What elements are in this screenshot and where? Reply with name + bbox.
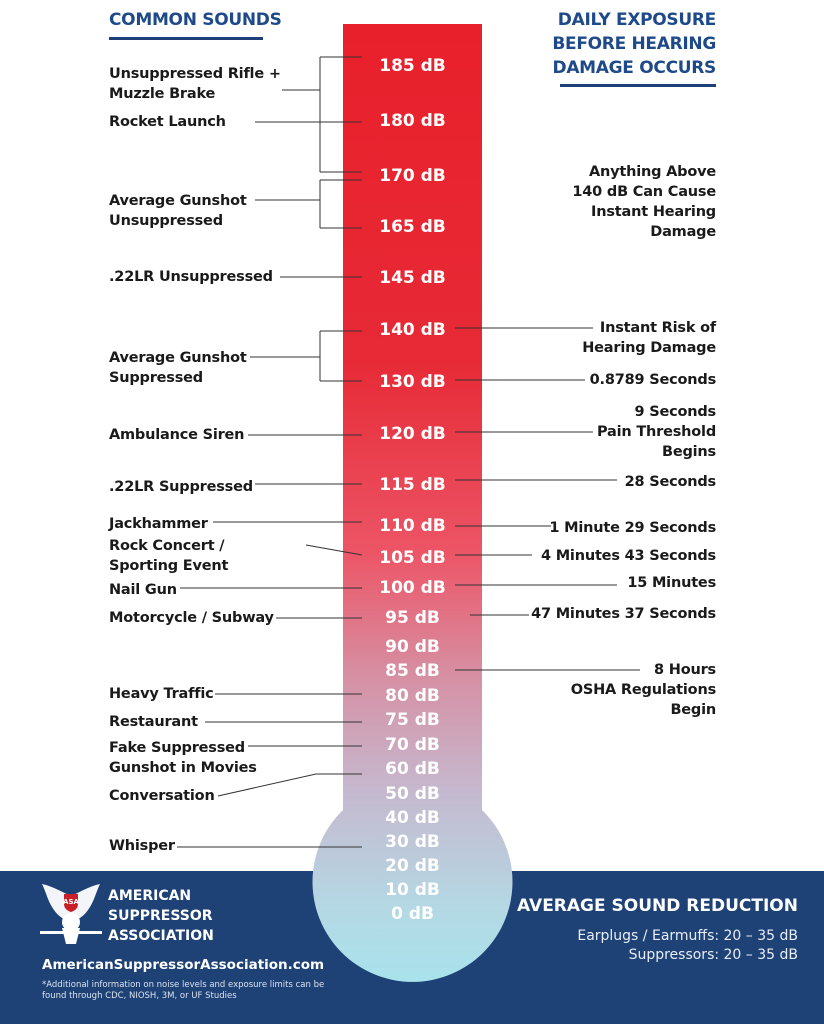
db-level-40: 40 dB: [385, 808, 440, 828]
sound-22lr-suppressed: .22LR Suppressed: [109, 479, 253, 495]
label-line: Unsuppressed: [109, 213, 223, 229]
org-line: ASSOCIATION: [108, 928, 214, 944]
label-line: 140 dB Can Cause: [572, 184, 716, 200]
reduction-earplugs: Earplugs / Earmuffs: 20 – 35 dB: [577, 928, 798, 944]
label-line: Pain Threshold: [596, 424, 716, 440]
exposure-105: 4 Minutes 43 Seconds: [540, 548, 716, 564]
label-line: 8 Hours: [654, 662, 716, 678]
label-line: OSHA Regulations: [570, 682, 716, 698]
org-line: SUPPRESSOR: [108, 908, 213, 924]
db-level-75: 75 dB: [385, 710, 440, 730]
db-level-70: 70 dB: [385, 735, 440, 755]
label-line: Suppressed: [109, 370, 203, 386]
db-level-0: 0 dB: [391, 904, 434, 924]
sound-heavy-traffic: Heavy Traffic: [109, 686, 214, 702]
label-line: Muzzle Brake: [109, 86, 216, 102]
db-level-120: 120 dB: [379, 424, 446, 444]
label-line: Gunshot in Movies: [109, 760, 257, 776]
sound-22lr-unsuppressed: .22LR Unsuppressed: [109, 269, 273, 285]
exposure-115: 28 Seconds: [624, 474, 716, 490]
label-line: Begins: [662, 444, 716, 460]
db-level-145: 145 dB: [379, 268, 446, 288]
db-level-10: 10 dB: [385, 880, 440, 900]
label-line: Anything Above: [588, 164, 716, 180]
label-line: Instant Risk of: [599, 320, 716, 336]
sound-reduction-title: AVERAGE SOUND REDUCTION: [517, 896, 798, 916]
db-level-80: 80 dB: [385, 686, 440, 706]
sound-nail-gun: Nail Gun: [109, 582, 177, 598]
sound-conversation: Conversation: [109, 788, 215, 804]
label-line: Average Gunshot: [109, 350, 247, 366]
db-level-100: 100 dB: [379, 578, 446, 598]
heading-line: DAILY EXPOSURE: [557, 10, 716, 30]
db-level-170: 170 dB: [379, 166, 446, 186]
label-line: Average Gunshot: [109, 193, 247, 209]
db-level-90: 90 dB: [385, 637, 440, 657]
note-line: *Additional information on noise levels and exposure limits can be: [42, 980, 325, 990]
sound-motorcycle-subway: Motorcycle / Subway: [109, 610, 274, 626]
db-level-95: 95 dB: [385, 608, 440, 628]
sound-jackhammer: Jackhammer: [109, 516, 208, 532]
db-level-140: 140 dB: [379, 320, 446, 340]
label-line: Damage: [650, 224, 716, 240]
exposure-130: 0.8789 Seconds: [589, 372, 716, 388]
sound-whisper: Whisper: [109, 838, 175, 854]
common-sounds-heading: COMMON SOUNDS: [109, 10, 282, 30]
sound-rocket-launch: Rocket Launch: [109, 114, 226, 130]
heading-line: BEFORE HEARING: [552, 34, 716, 54]
exposure-95: 47 Minutes 37 Seconds: [531, 606, 716, 622]
sound-restaurant: Restaurant: [109, 714, 198, 730]
exposure-100: 15 Minutes: [627, 575, 716, 591]
label-line: Sporting Event: [109, 558, 229, 574]
db-level-110: 110 dB: [379, 516, 446, 536]
db-level-165: 165 dB: [379, 217, 446, 237]
note-line: found through CDC, NIOSH, 3M, or UF Studies: [42, 991, 237, 1001]
label-line: Begin: [670, 702, 716, 718]
label-line: Hearing Damage: [582, 340, 716, 356]
db-level-85: 85 dB: [385, 661, 440, 681]
heading-line: DAMAGE OCCURS: [552, 58, 716, 78]
footnote: [42, 980, 324, 1002]
db-level-105: 105 dB: [379, 548, 446, 568]
db-level-30: 30 dB: [385, 832, 440, 852]
sound-ambulance-siren: Ambulance Siren: [109, 427, 245, 443]
label-line: Instant Hearing: [591, 204, 716, 220]
label-line: 9 Seconds: [634, 404, 716, 420]
asa-eagle-logo: [40, 882, 102, 946]
label-line: Unsuppressed Rifle +: [109, 66, 281, 82]
db-level-115: 115 dB: [379, 475, 446, 495]
label-line: Rock Concert /: [109, 538, 225, 554]
db-level-20: 20 dB: [385, 856, 440, 876]
db-level-130: 130 dB: [379, 372, 446, 392]
label-line: Fake Suppressed: [109, 740, 245, 756]
org-line: AMERICAN: [108, 888, 192, 904]
exposure-110: 1 Minute 29 Seconds: [549, 520, 716, 536]
organization-name: [108, 886, 214, 946]
db-level-60: 60 dB: [385, 759, 440, 779]
db-level-50: 50 dB: [385, 784, 440, 804]
db-level-185: 185 dB: [379, 56, 446, 76]
logo-text: ASA: [63, 898, 79, 906]
db-level-180: 180 dB: [379, 111, 446, 131]
website-link[interactable]: AmericanSuppressorAssociation.com: [42, 957, 325, 973]
reduction-suppressors: Suppressors: 20 – 35 dB: [628, 947, 798, 963]
